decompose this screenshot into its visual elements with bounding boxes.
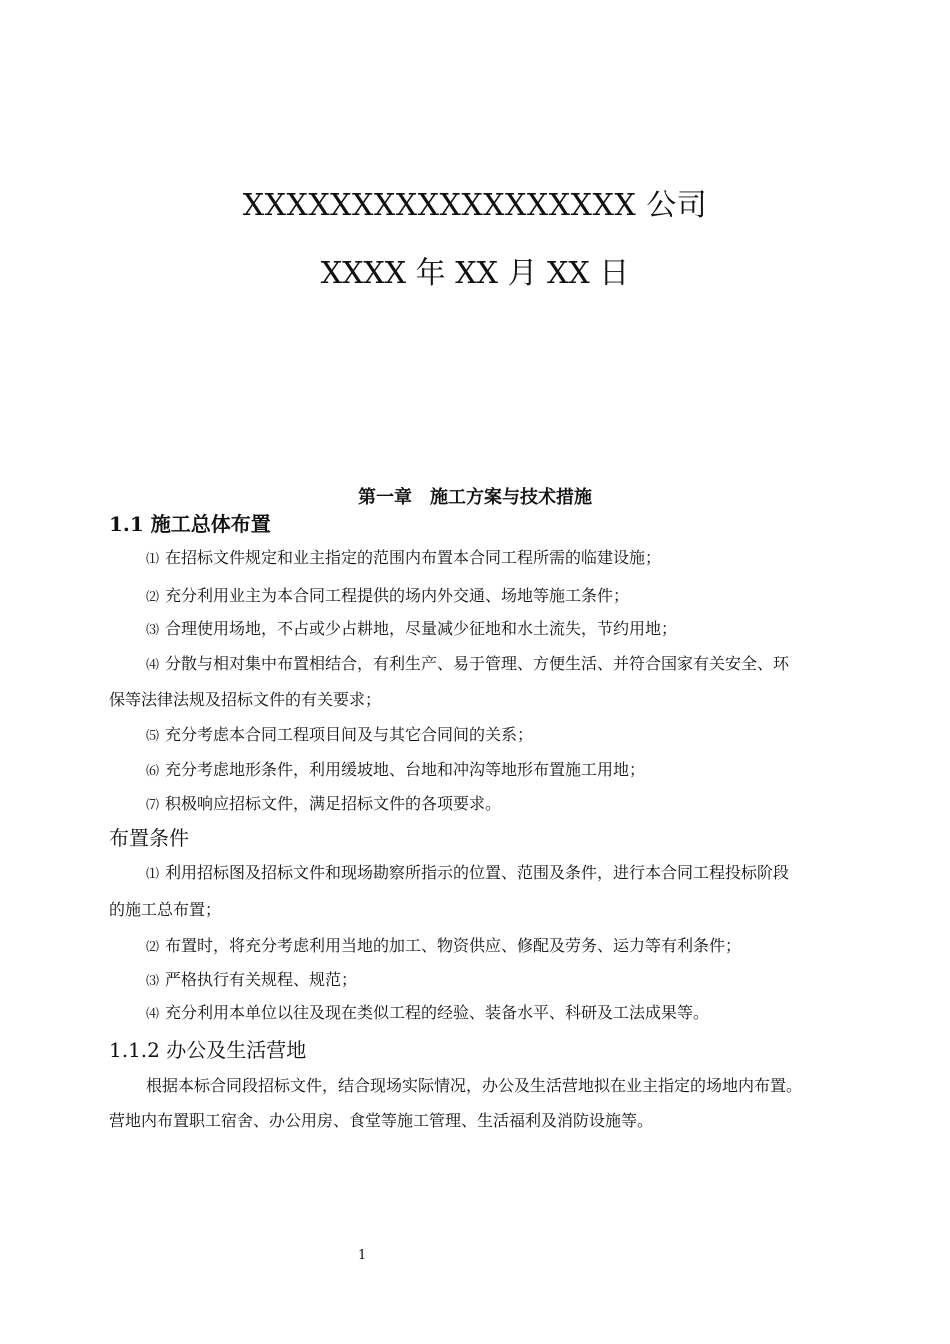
list-item [146,722,533,745]
item-text: 充分利用业主为本合同工程提供的场内外交通、场地等施工条件； [165,586,630,605]
list-item [146,583,629,606]
item-text: 积极响应招标文件，满足招标文件的各项要求。 [165,794,502,813]
item-number: ⑴ [146,867,160,882]
section-heading-1-1: 1.1 施工总体布置 [109,512,271,536]
paragraph-line: 营地内布置职工宿舍、办公用房、食堂等施工管理、生活福利及消防设施等。 [109,1111,654,1130]
list-item [146,1000,709,1023]
item-text: 分散与相对集中布置相结合，有利生产、易于管理、方便生活、并符合国家有关安全、环 [165,654,790,673]
company-name: XXXXXXXXXXXXXXXXXX 公司 [242,188,708,223]
item-number: ⑹ [146,764,160,779]
item-number: ⑶ [146,623,160,638]
item-text: 合理使用场地，不占或少占耕地，尽量减少征地和水土流失，节约用地； [165,619,678,638]
list-item [146,616,677,639]
item-text: 在招标文件规定和业主指定的范围内布置本合同工程所需的临建设施； [165,548,662,567]
list-item [146,545,661,568]
item-text: 利用招标图及招标文件和现场勘察所指示的位置、范围及条件，进行本合同工程投标阶段 [165,863,790,882]
item-text: 充分利用本单位以往及现在类似工程的经验、装备水平、科研及工法成果等。 [165,1003,710,1022]
item-number: ⑴ [146,552,160,567]
cover-date: XXXX 年 XX 月 XX 日 [320,256,630,291]
section-heading-1-1-2: 1.1.2 办公及生活营地 [109,1038,307,1062]
item-text: 布置时，将充分考虑利用当地的加工、物资供应、修配及劳务、运力等有利条件； [165,936,742,955]
item-text: 严格执行有关规程、规范； [165,970,358,989]
page-number: 1 [358,1248,367,1263]
item-text: 充分考虑本合同工程项目间及与其它合同间的关系； [165,725,534,744]
list-item-continuation: 的施工总布置； [109,900,222,919]
list-item [146,791,501,814]
list-item [146,967,357,990]
item-number: ⑷ [146,1007,160,1022]
item-number: ⑵ [146,940,160,955]
section-heading-conditions: 布置条件 [109,826,189,850]
item-number: ⑺ [146,798,160,813]
item-number: ⑷ [146,658,160,673]
item-text: 充分考虑地形条件，利用缓坡地、台地和冲沟等地形布置施工用地； [165,760,646,779]
item-number: ⑵ [146,590,160,605]
chapter-title: 第一章 施工方案与技术措施 [358,487,592,508]
list-item [146,860,789,883]
item-number: ⑸ [146,729,160,744]
list-item-continuation: 保等法律法规及招标文件的有关要求； [109,690,382,709]
list-item [146,757,645,780]
item-number: ⑶ [146,974,160,989]
list-item [146,933,741,956]
list-item [146,651,789,674]
paragraph-line: 根据本标合同段招标文件，结合现场实际情况，办公及生活营地拟在业主指定的场地内布置。 [146,1076,803,1095]
